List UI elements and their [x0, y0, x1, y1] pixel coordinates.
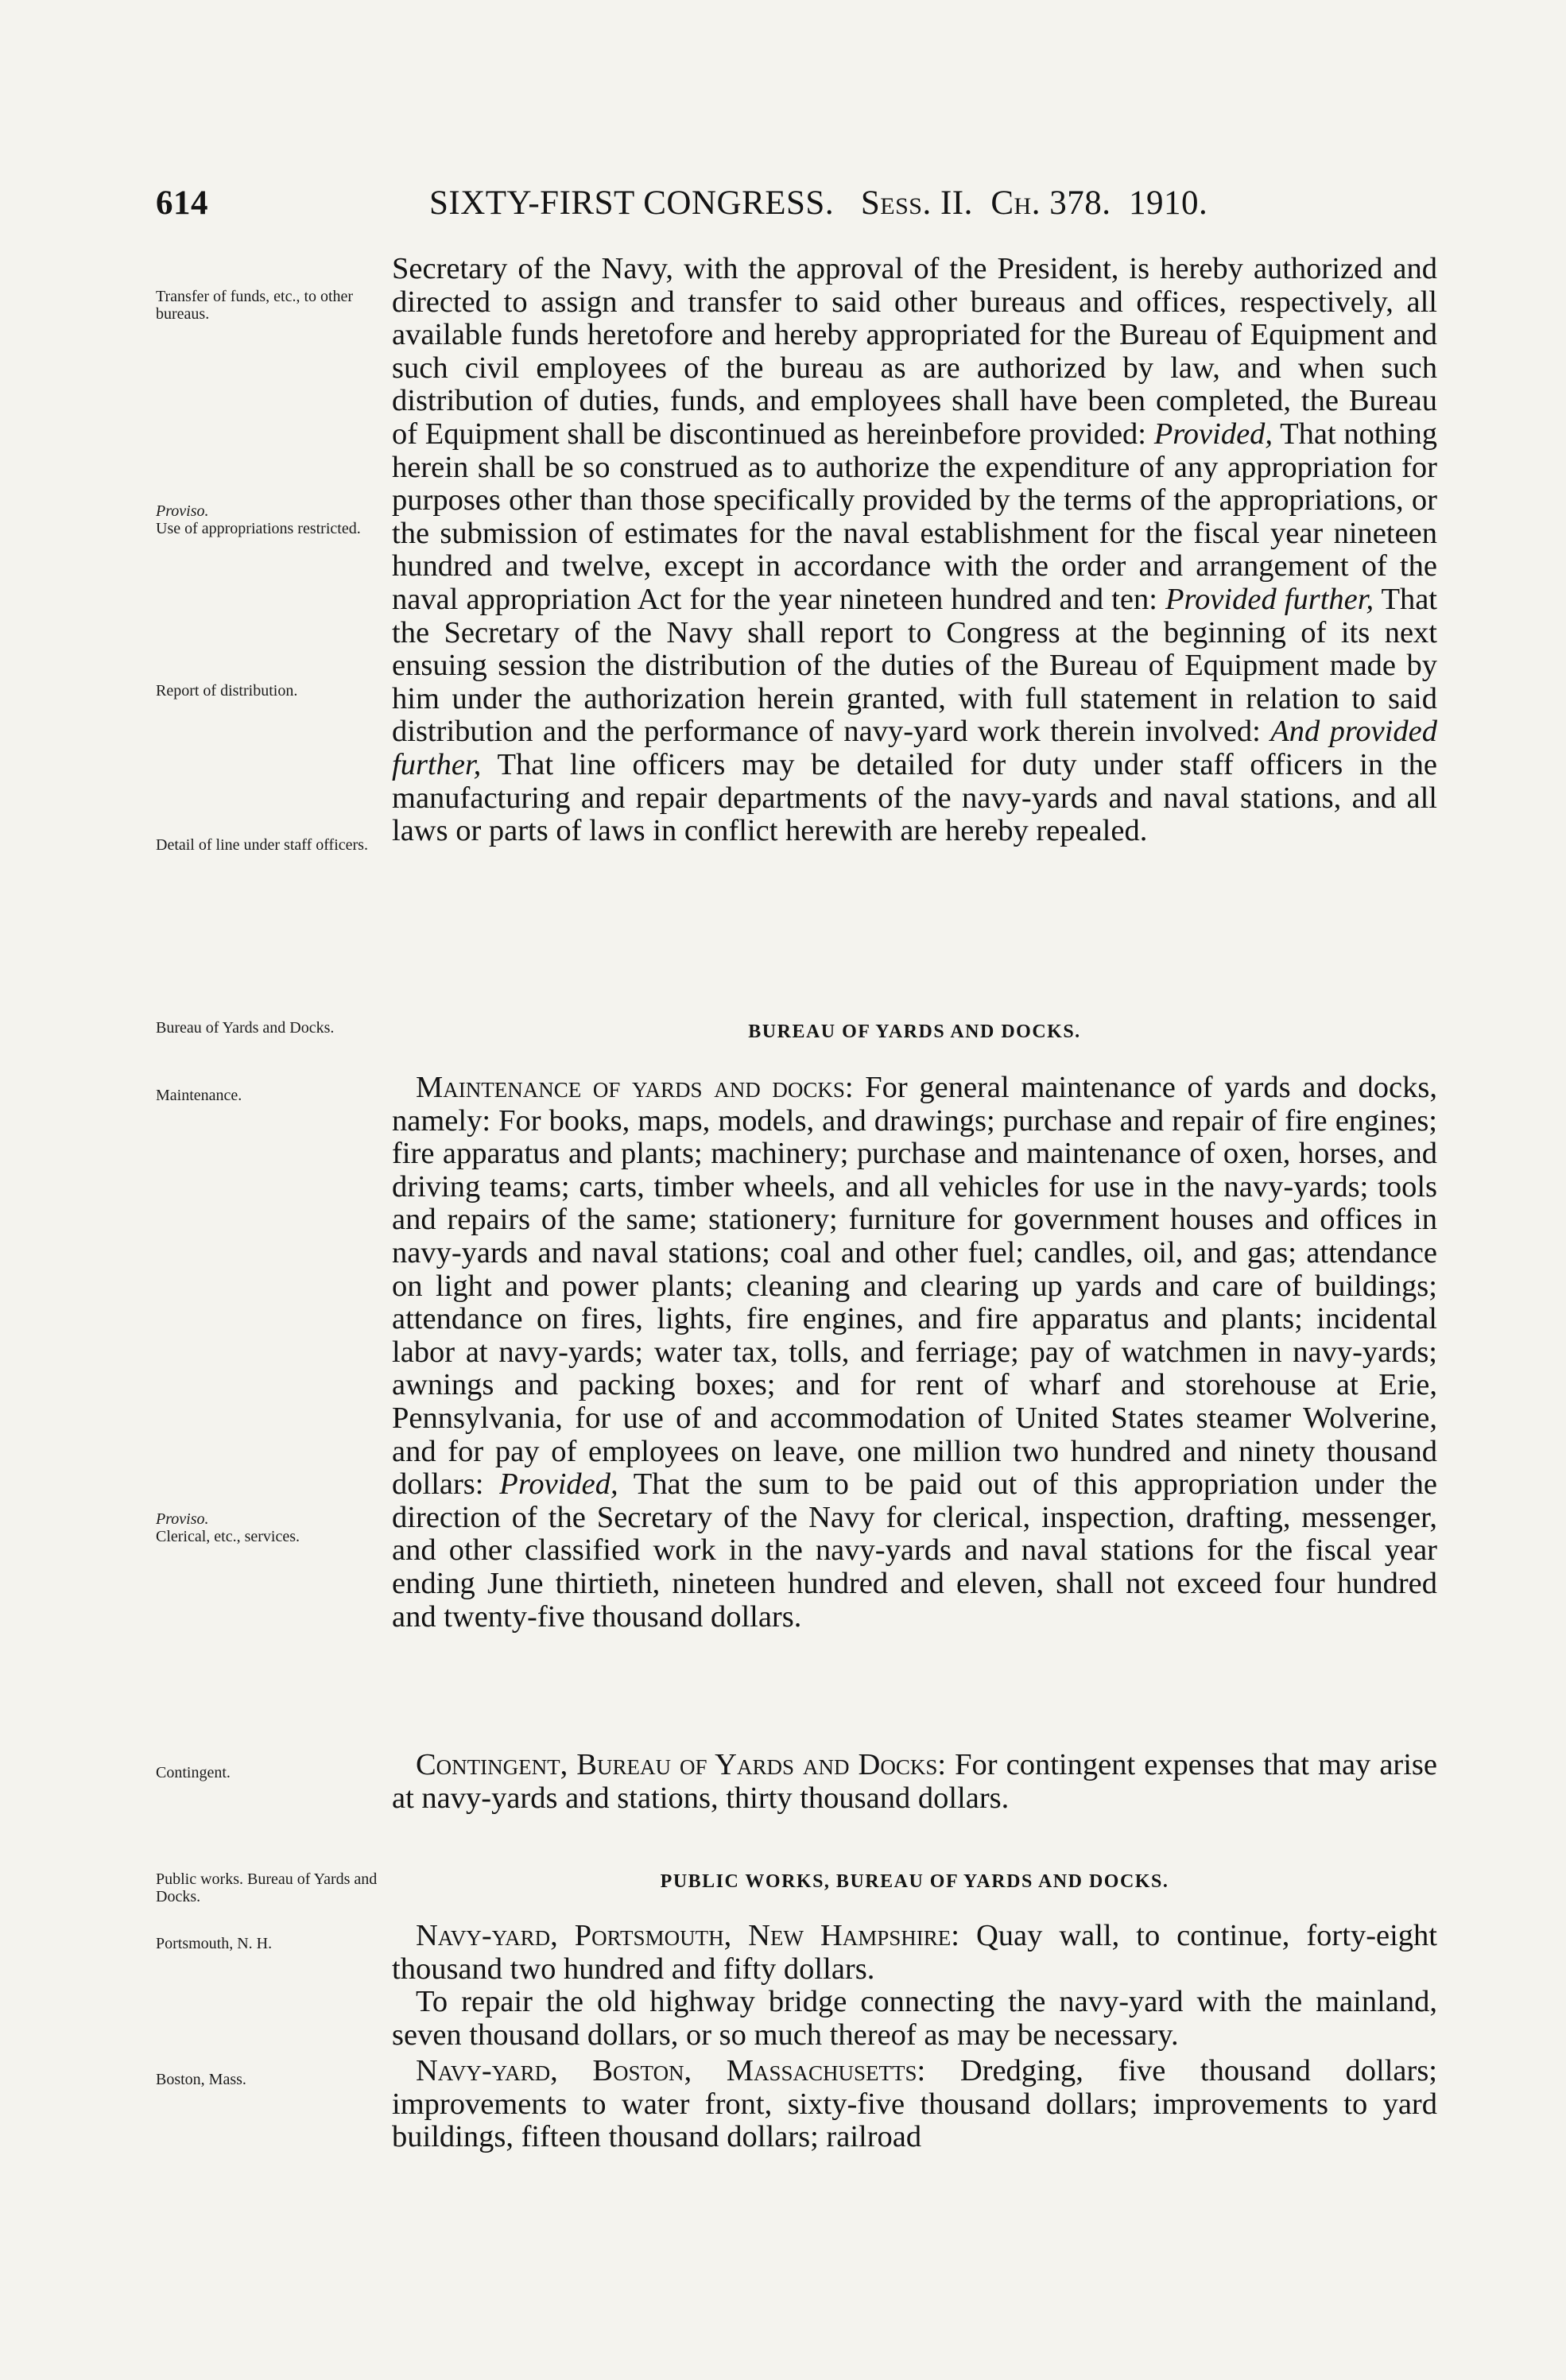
section-heading-bureau-yards-docks: BUREAU OF YARDS AND DOCKS. [748, 1021, 1081, 1042]
text-run: For general maintenance of yards and docks, namely: For books, maps, models, and drawings; purchase and repair of fire engines; fire apparatus and plants; machinery; purchase and maintenance of oxen, horses, and driving teams; carts, timber wheels, and all vehicles for use in the navy-yards; tools and repairs of the same; stationery; furniture for government houses and offices in navy-yards and naval stations; coal and other fuel; candles, oil, and gas; attendance on light and power plants; cleaning and clearing up yards and care of buildings; attendance on fires, lights, fire engines, and fire apparatus and plants; incidental labor at navy-yards; water tax, tolls, and ferriage; pay of watchmen in navy-yards; awnings and packing boxes; and for rent of wharf and storehouse at Erie, Pennsylvania, for use of and accommodation of United States steamer Wolverine, and for pay of employees on leave, one million two hundred and ninety thousand dollars: [392, 1071, 1437, 1502]
proviso-label: Proviso. [156, 502, 209, 520]
margin-note-contingent: Contingent. [156, 1764, 231, 1781]
proviso-label: Proviso. [156, 1510, 209, 1528]
page-number: 614 [156, 184, 208, 222]
paragraph-boston [392, 2055, 1437, 2154]
text-run: That the sum to be paid out of this appropriation under the direction of the Secretary of the Navy for clerical, inspection, drafting, messenger, and other classified work in the navy-yards and naval stations for the fiscal year ending June thirtieth, nineteen hundred and eleven, shall not exceed four hundred and twenty-five thousand dollars. [392, 1467, 1437, 1634]
portsmouth-lead: Navy-yard, Portsmouth, New Hampshire: [416, 1919, 959, 1952]
paragraph-maintenance [392, 1072, 1437, 1634]
margin-note-detail: Detail of line under staff officers. [156, 836, 368, 854]
provided-italic: Provided, [499, 1467, 618, 1502]
text-run: That the Secretary of the Navy shall report to Congress at the beginning of its next ensuing session the distribution of the duties of the Bureau of Equipment made by him under the authorization herein granted, with full statement in relation to said distribution and the performance of navy-yard work therein involved: [392, 582, 1438, 749]
text-run: That line officers may be detailed for duty under staff officers in the manufacturing and repair departments of the navy-yards and naval stations, and all laws or parts of laws in conflict herewith are hereby repealed. [392, 747, 1437, 848]
section-heading-public-works: PUBLIC WORKS, BUREAU OF YARDS AND DOCKS. [660, 1871, 1169, 1892]
margin-note-report: Report of distribution. [156, 682, 298, 700]
paragraph-bridge: To repair the old highway bridge connecting the navy-yard with the mainland, seven thousand dollars, or so much thereof as may be necessary. [392, 1985, 1437, 2052]
proviso-text: Use of appropriations restricted. [156, 520, 361, 537]
margin-note-bureau-yards-docks: Bureau of Yards and Docks. [156, 1019, 335, 1037]
text-run: Dredging, five thousand dollars; improvements to water front, sixty-five thousand dollars; improvements to yard buildings, fifteen thousand dollars; railroad [392, 2054, 1437, 2154]
text-run: Secretary of the Navy, with the approval of the President, is hereby authorized and directed to assign and transfer to said other bureaus and offices, respectively, all available funds heretofore and hereby appropriated for the Bureau of Equipment and such civil employees of the bureau as are authorized by law, and when such distribution of duties, funds, and employees shall have been completed, the Bureau of Equipment shall be discontinued as hereinbefore provided: [392, 252, 1437, 451]
and-provided-further-italic: And provided further, [392, 715, 1437, 781]
maintenance-lead: Maintenance of yards and docks: [416, 1071, 854, 1104]
text-run: That nothing herein shall be so construed as to authorize the expenditure of any appropriation for purposes other than those specifically provided by the terms of the appropriations, or the submission of estimates for the naval establishment for the fiscal year nineteen hundred and twelve, except in accordance with the order and arrangement of the naval appropriation Act for the year nineteen hundred and ten: [392, 417, 1438, 616]
margin-note-portsmouth: Portsmouth, N. H. [156, 1935, 273, 1952]
chapter-label: Ch. 378. [990, 184, 1111, 222]
page-header [156, 180, 1444, 227]
text-run: Quay wall, to continue, forty-eight thousand two hundred and fifty dollars. [392, 1919, 1437, 1986]
year-label: 1910. [1128, 184, 1208, 222]
margin-note-public-works: Public works. Bureau of Yards and Docks. [156, 1870, 378, 1905]
margin-note-maintenance: Maintenance. [156, 1087, 242, 1104]
session-label: Sess. II. [860, 184, 973, 222]
paragraph-transfer [392, 253, 1437, 848]
text-run: For contingent expenses that may arise at navy-yards and stations, thirty thousand dollars. [392, 1748, 1437, 1815]
provided-italic: Provided, [1153, 417, 1273, 451]
paragraph-portsmouth [392, 1920, 1437, 2052]
paragraph-contingent [392, 1749, 1437, 1815]
provided-further-italic: Provided further, [1165, 582, 1374, 616]
congress-title: SIXTY-FIRST CONGRESS. [429, 184, 835, 222]
margin-note-transfer: Transfer of funds, etc., to other bureaus. [156, 288, 354, 323]
boston-lead: Navy-yard, Boston, Massachusetts: [416, 2054, 926, 2087]
proviso-text: Clerical, etc., services. [156, 1528, 300, 1545]
margin-note-proviso-clerical [156, 1510, 386, 1545]
margin-note-proviso-restricted [156, 502, 386, 537]
contingent-lead: Contingent, Bureau of Yards and Docks: [416, 1748, 947, 1781]
margin-note-boston: Boston, Mass. [156, 2071, 246, 2088]
running-head [429, 180, 1207, 227]
